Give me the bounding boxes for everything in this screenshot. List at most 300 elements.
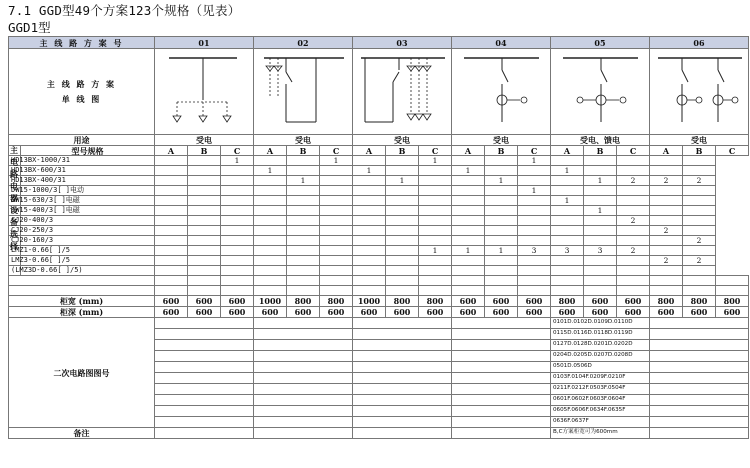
equipment-quantity xyxy=(155,156,188,166)
blank-cell xyxy=(155,395,254,406)
cabinet-width-value: 800 xyxy=(551,296,584,307)
cabinet-depth-value: 600 xyxy=(584,307,617,318)
equipment-quantity xyxy=(584,256,617,266)
secondary-code: 0127D.0128D.0201D.0202D xyxy=(551,340,650,351)
equipment-row xyxy=(9,226,749,236)
blank-cell xyxy=(452,406,551,417)
blank-cell xyxy=(452,286,485,296)
cabinet-depth-value: 600 xyxy=(386,307,419,318)
equipment-quantity xyxy=(551,176,584,186)
cabinet-width-value: 600 xyxy=(221,296,254,307)
equipment-quantity xyxy=(386,216,419,226)
cabinet-width-value: 800 xyxy=(287,296,320,307)
cabinet-width-value: 800 xyxy=(650,296,683,307)
equipment-name: LMZ3-0.66[ ]/5 xyxy=(9,256,21,266)
equipment-quantity xyxy=(287,206,320,216)
equipment-quantity xyxy=(188,226,221,236)
equipment-quantity: 2 xyxy=(617,216,650,226)
blank-cell xyxy=(650,406,749,417)
diagram-label-line1: 主 线 路 方 案 xyxy=(46,79,117,90)
equipment-quantity xyxy=(683,186,716,196)
blank-cell xyxy=(650,329,749,340)
equipment-quantity xyxy=(320,186,353,196)
cabinet-width-value: 600 xyxy=(452,296,485,307)
cabinet-depth-value: 600 xyxy=(254,307,287,318)
variant-letter: A xyxy=(452,146,485,156)
cabinet-depth-row xyxy=(9,307,749,318)
scheme-01: 01 xyxy=(155,37,254,49)
equipment-quantity xyxy=(452,206,485,216)
equipment-quantity: 2 xyxy=(683,176,716,186)
cabinet-depth-value: 600 xyxy=(617,307,650,318)
equipment-quantity xyxy=(254,246,287,256)
equipment-quantity xyxy=(155,256,188,266)
equipment-quantity xyxy=(419,226,452,236)
usage-02: 受电 xyxy=(254,135,353,146)
cabinet-depth-value: 600 xyxy=(683,307,716,318)
secondary-row xyxy=(9,318,749,329)
blank-cell xyxy=(452,373,551,384)
equipment-quantity xyxy=(287,196,320,206)
equipment-quantity xyxy=(221,166,254,176)
blank-cell xyxy=(353,329,452,340)
equipment-quantity xyxy=(320,206,353,216)
equipment-quantity xyxy=(221,226,254,236)
equipment-quantity xyxy=(584,216,617,226)
cabinet-width-value: 1000 xyxy=(254,296,287,307)
equipment-name: DW15-400/3[ ]电磁 xyxy=(9,206,21,216)
blank-cell xyxy=(9,276,155,286)
equipment-quantity xyxy=(419,186,452,196)
secondary-code: 0211F.0212F.0503F.0504F xyxy=(551,384,650,395)
equipment-quantity xyxy=(419,256,452,266)
cabinet-width-value: 800 xyxy=(386,296,419,307)
equipment-quantity xyxy=(584,266,617,276)
equipment-quantity xyxy=(188,266,221,276)
cabinet-depth-value: 600 xyxy=(188,307,221,318)
equipment-quantity xyxy=(683,166,716,176)
equipment-quantity: 3 xyxy=(518,246,551,256)
equipment-quantity: 1 xyxy=(584,206,617,216)
equipment-quantity xyxy=(221,246,254,256)
equipment-quantity xyxy=(386,236,419,246)
equipment-quantity: 1 xyxy=(551,166,584,176)
equipment-quantity xyxy=(221,216,254,226)
cabinet-width-value: 600 xyxy=(617,296,650,307)
cabinet-depth-value: 600 xyxy=(353,307,386,318)
equipment-quantity xyxy=(287,216,320,226)
equipment-quantity xyxy=(650,236,683,246)
equipment-quantity xyxy=(287,256,320,266)
equipment-quantity xyxy=(683,196,716,206)
single-line-diagram-01-icon xyxy=(157,52,252,132)
equipment-quantity xyxy=(683,246,716,256)
equipment-quantity xyxy=(584,166,617,176)
cabinet-width-value: 800 xyxy=(320,296,353,307)
variant-letter: B xyxy=(584,146,617,156)
blank-cell xyxy=(320,286,353,296)
equipment-quantity: 1 xyxy=(584,176,617,186)
equipment-quantity xyxy=(188,256,221,266)
scheme-03: 03 xyxy=(353,37,452,49)
blank-cell xyxy=(485,286,518,296)
equipment-quantity xyxy=(287,246,320,256)
blank-cell xyxy=(617,276,650,286)
equipment-quantity xyxy=(188,246,221,256)
equipment-quantity: 1 xyxy=(386,176,419,186)
blank-cell xyxy=(155,373,254,384)
variant-letter: C xyxy=(518,146,551,156)
cabinet-depth-value: 600 xyxy=(551,307,584,318)
equipment-quantity xyxy=(419,216,452,226)
diagram-03 xyxy=(353,49,452,135)
equipment-quantity xyxy=(551,156,584,166)
equipment-quantity: 1 xyxy=(254,166,287,176)
blank-cell xyxy=(683,276,716,286)
equipment-quantity xyxy=(485,186,518,196)
equipment-quantity xyxy=(386,256,419,266)
blank-cell xyxy=(683,286,716,296)
equipment-name: CJ20-160/3 xyxy=(9,236,21,246)
equipment-quantity xyxy=(386,246,419,256)
equipment-quantity xyxy=(518,236,551,246)
blank-cell xyxy=(650,373,749,384)
blank-cell xyxy=(320,276,353,286)
blank-cell xyxy=(155,276,188,286)
equipment-name: DW15-630/3[ ]电磁 xyxy=(9,196,21,206)
equipment-quantity xyxy=(485,236,518,246)
equipment-quantity xyxy=(353,156,386,166)
blank-cell xyxy=(650,395,749,406)
equipment-quantity xyxy=(188,206,221,216)
secondary-label: 二次电路图图号 xyxy=(9,318,155,428)
equipment-quantity xyxy=(386,156,419,166)
blank-cell xyxy=(155,351,254,362)
blank-cell xyxy=(650,276,683,286)
equipment-quantity: 2 xyxy=(683,236,716,246)
blank-cell xyxy=(155,384,254,395)
remarks-value: B,C方案柜宽可为600mm xyxy=(551,428,650,439)
equipment-quantity xyxy=(485,166,518,176)
equipment-quantity xyxy=(254,236,287,246)
diagram-05 xyxy=(551,49,650,135)
equipment-quantity xyxy=(551,226,584,236)
equipment-quantity xyxy=(518,216,551,226)
equipment-quantity xyxy=(419,236,452,246)
blank-cell xyxy=(452,395,551,406)
remarks-row xyxy=(9,428,749,439)
equipment-quantity xyxy=(386,186,419,196)
equipment-quantity xyxy=(155,196,188,206)
equipment-quantity xyxy=(287,186,320,196)
blank-cell xyxy=(188,276,221,286)
blank-cell xyxy=(485,276,518,286)
usage-label: 用途 xyxy=(9,135,155,146)
blank-cell xyxy=(452,417,551,428)
equipment-quantity xyxy=(386,266,419,276)
section-title: 7.1 GGD型49个方案123个规格（见表） xyxy=(8,3,241,18)
equipment-group-label: 主电路电器设备选择 xyxy=(9,146,20,254)
equipment-quantity: 1 xyxy=(551,196,584,206)
blank-cell xyxy=(353,286,386,296)
blank-cell xyxy=(650,340,749,351)
equipment-quantity: 2 xyxy=(650,226,683,236)
equipment-quantity xyxy=(386,226,419,236)
equipment-quantity: 2 xyxy=(650,176,683,186)
variant-letter: C xyxy=(617,146,650,156)
equipment-quantity xyxy=(155,226,188,236)
diagram-label-line2: 单 线 图 xyxy=(61,93,102,104)
blank-cell xyxy=(452,362,551,373)
equipment-quantity xyxy=(155,186,188,196)
usage-04: 受电 xyxy=(452,135,551,146)
equipment-quantity xyxy=(155,206,188,216)
equipment-quantity xyxy=(188,186,221,196)
variant-letter: C xyxy=(716,146,749,156)
cabinet-depth-value: 600 xyxy=(452,307,485,318)
model-title: GGD1型 xyxy=(8,20,51,35)
secondary-code: 0636F.0637F xyxy=(551,417,650,428)
equipment-quantity xyxy=(617,266,650,276)
equipment-quantity xyxy=(353,246,386,256)
equipment-quantity xyxy=(353,216,386,226)
equipment-row xyxy=(9,266,749,276)
equipment-quantity xyxy=(287,156,320,166)
equipment-quantity xyxy=(617,236,650,246)
equipment-name: HD13BX-400/31 xyxy=(9,176,21,186)
equipment-quantity: 2 xyxy=(650,256,683,266)
blank-cell xyxy=(386,276,419,286)
equipment-quantity xyxy=(188,196,221,206)
variant-letter: A xyxy=(254,146,287,156)
equipment-quantity xyxy=(683,156,716,166)
equipment-quantity xyxy=(320,196,353,206)
blank-cell xyxy=(254,276,287,286)
blank-cell xyxy=(287,286,320,296)
blank-cell xyxy=(650,384,749,395)
equipment-quantity xyxy=(485,266,518,276)
cabinet-width-value: 800 xyxy=(419,296,452,307)
equipment-quantity xyxy=(419,176,452,186)
equipment-row xyxy=(9,216,749,226)
secondary-code: 0101D.0102D.0109D.0110D xyxy=(551,318,650,329)
equipment-quantity xyxy=(617,256,650,266)
equipment-quantity xyxy=(650,266,683,276)
equipment-quantity: 1 xyxy=(452,246,485,256)
blank-cell xyxy=(254,286,287,296)
equipment-quantity xyxy=(419,166,452,176)
equipment-quantity xyxy=(551,216,584,226)
equipment-quantity xyxy=(353,226,386,236)
blank-cell xyxy=(287,276,320,286)
cabinet-depth-value: 600 xyxy=(485,307,518,318)
blank-cell xyxy=(254,351,353,362)
blank-cell xyxy=(452,329,551,340)
diagram-row xyxy=(9,49,749,135)
equipment-quantity: 3 xyxy=(584,246,617,256)
usage-01: 受电 xyxy=(155,135,254,146)
equipment-quantity xyxy=(353,206,386,216)
diagram-01 xyxy=(155,49,254,135)
equipment-name: CJ20-250/3 xyxy=(9,226,21,236)
model-spec-label: 型号规格 xyxy=(21,146,155,156)
scheme-05: 05 xyxy=(551,37,650,49)
blank-cell xyxy=(419,286,452,296)
equipment-quantity xyxy=(320,266,353,276)
blank-cell xyxy=(353,340,452,351)
equipment-quantity xyxy=(518,206,551,216)
equipment-quantity xyxy=(188,156,221,166)
equipment-quantity xyxy=(320,246,353,256)
cabinet-width-value: 600 xyxy=(485,296,518,307)
equipment-quantity xyxy=(254,156,287,166)
cabinet-width-value: 1000 xyxy=(353,296,386,307)
equipment-quantity xyxy=(617,156,650,166)
equipment-row xyxy=(9,176,749,186)
equipment-quantity xyxy=(551,186,584,196)
usage-06: 受电 xyxy=(650,135,749,146)
variant-letter: B xyxy=(386,146,419,156)
equipment-quantity xyxy=(188,236,221,246)
equipment-quantity xyxy=(551,266,584,276)
secondary-code: 0605F.0606F.0634F.0635F xyxy=(551,406,650,417)
blank-cell xyxy=(254,362,353,373)
equipment-quantity xyxy=(452,156,485,166)
equipment-quantity xyxy=(452,256,485,266)
cabinet-depth-value: 600 xyxy=(518,307,551,318)
equipment-quantity xyxy=(617,196,650,206)
equipment-quantity xyxy=(353,266,386,276)
equipment-quantity xyxy=(254,256,287,266)
cabinet-width-value: 600 xyxy=(188,296,221,307)
equipment-quantity xyxy=(155,166,188,176)
equipment-quantity: 1 xyxy=(353,166,386,176)
cabinet-width-value: 800 xyxy=(683,296,716,307)
equipment-quantity xyxy=(485,216,518,226)
variant-letter: B xyxy=(188,146,221,156)
variant-letter: A xyxy=(155,146,188,156)
equipment-quantity xyxy=(155,176,188,186)
equipment-quantity xyxy=(287,236,320,246)
equipment-quantity xyxy=(386,166,419,176)
equipment-name: CJ20-400/3 xyxy=(9,216,21,226)
variant-letter: B xyxy=(683,146,716,156)
variant-letter: B xyxy=(485,146,518,156)
single-line-diagram-04-icon xyxy=(454,52,549,132)
blank-cell xyxy=(551,286,584,296)
scheme-number-row xyxy=(9,37,749,49)
equipment-quantity xyxy=(287,166,320,176)
equipment-quantity xyxy=(419,196,452,206)
equipment-quantity xyxy=(584,226,617,236)
diagram-label xyxy=(9,49,155,135)
equipment-quantity: 1 xyxy=(320,156,353,166)
blank-cell xyxy=(155,329,254,340)
blank-cell xyxy=(419,276,452,286)
equipment-quantity xyxy=(254,216,287,226)
blank-cell xyxy=(353,417,452,428)
secondary-code: 0204D.0205D.0207D.0208D xyxy=(551,351,650,362)
secondary-code: 0501D.0506D xyxy=(551,362,650,373)
blank-cell xyxy=(353,373,452,384)
equipment-quantity xyxy=(221,186,254,196)
equipment-quantity xyxy=(254,226,287,236)
variant-letter: C xyxy=(221,146,254,156)
equipment-quantity xyxy=(452,216,485,226)
equipment-row xyxy=(9,196,749,206)
blank-cell xyxy=(353,362,452,373)
equipment-quantity xyxy=(518,266,551,276)
equipment-row xyxy=(9,186,749,196)
equipment-quantity: 1 xyxy=(518,186,551,196)
equipment-quantity xyxy=(485,196,518,206)
cabinet-width-row xyxy=(9,296,749,307)
equipment-quantity xyxy=(320,236,353,246)
equipment-quantity xyxy=(188,216,221,226)
equipment-quantity xyxy=(650,186,683,196)
equipment-quantity xyxy=(650,206,683,216)
equipment-row xyxy=(9,246,749,256)
equipment-quantity xyxy=(419,266,452,276)
blank-cell xyxy=(518,286,551,296)
blank-cell xyxy=(155,406,254,417)
equipment-quantity xyxy=(584,156,617,166)
equipment-quantity xyxy=(485,156,518,166)
equipment-quantity: 1 xyxy=(485,246,518,256)
blank-cell xyxy=(188,286,221,296)
equipment-quantity xyxy=(485,256,518,266)
cabinet-depth-value: 600 xyxy=(155,307,188,318)
equipment-row xyxy=(9,206,749,216)
blank-cell xyxy=(254,384,353,395)
remarks-label: 备注 xyxy=(9,428,155,439)
equipment-quantity xyxy=(287,266,320,276)
equipment-quantity xyxy=(683,206,716,216)
scheme-04: 04 xyxy=(452,37,551,49)
equipment-name: (LMZ3D-0.66[ ]/5) xyxy=(9,266,21,276)
equipment-row xyxy=(9,256,749,266)
equipment-quantity xyxy=(254,176,287,186)
cabinet-width-label: 柜宽 (mm) xyxy=(9,296,155,307)
equipment-name: LMZ1-0.66[ ]/5 xyxy=(9,246,21,256)
blank-cell xyxy=(584,286,617,296)
blank-cell xyxy=(551,276,584,286)
variant-letter: C xyxy=(419,146,452,156)
scheme-06: 06 xyxy=(650,37,749,49)
equipment-quantity: 2 xyxy=(617,176,650,186)
equipment-quantity xyxy=(650,246,683,256)
blank-cell xyxy=(518,276,551,286)
equipment-quantity xyxy=(320,216,353,226)
equipment-quantity xyxy=(518,226,551,236)
equipment-quantity xyxy=(518,166,551,176)
diagram-02 xyxy=(254,49,353,135)
equipment-quantity xyxy=(551,236,584,246)
equipment-quantity xyxy=(452,176,485,186)
blank-cell xyxy=(254,395,353,406)
blank-cell xyxy=(155,340,254,351)
blank-cell xyxy=(650,286,683,296)
usage-03: 受电 xyxy=(353,135,452,146)
blank-cell xyxy=(353,276,386,286)
equipment-quantity xyxy=(683,226,716,236)
equipment-quantity xyxy=(518,256,551,266)
blank-cell xyxy=(452,384,551,395)
blank-cell xyxy=(221,276,254,286)
equipment-quantity xyxy=(320,166,353,176)
equipment-quantity xyxy=(584,236,617,246)
equipment-row xyxy=(9,166,749,176)
